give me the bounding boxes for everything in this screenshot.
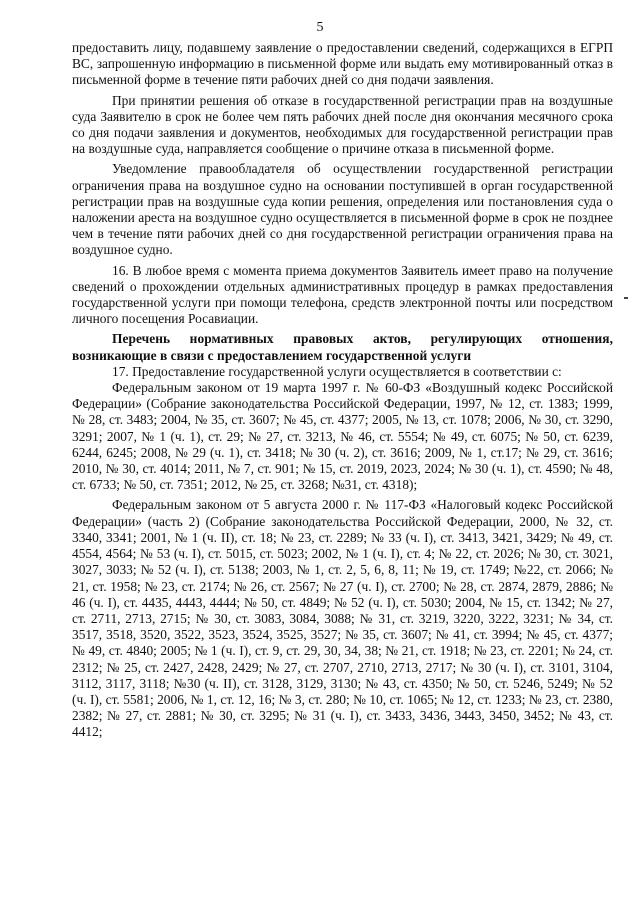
paragraph-egrp-response: предоставить лицу, подавшему заявление о предоставлении сведений, содержащихся в ЕГРП ВС, запрошенную информацию в письменной форме или выдать ему мотивированный отказ в письменной форме в течение пяти рабочих дней со дня подачи заявления. [72, 40, 613, 88]
paragraph-air-code-law: Федеральным законом от 19 марта 1997 г. № 60-ФЗ «Воздушный кодекс Российской Федерации» (Собрание законодательства Российской Федерации, 1997, № 12, ст. 1383; 1999, № 28, ст. 3483; 2004, № 35, ст. 3607; № 45, ст. 4377; 2005, № 13, ст. 1078; 2006, № 30, ст. 3290, 3291; 2007, № 1 (ч. 1), ст. 29; № 27, ст. 3213, № 46, ст. 5554; № 49, ст. 6075; № 50, ст. 6239, 6244, 6245; 2008, № 29 (ч. 1), ст. 3418; № 30 (ч. 2), ст. 3616; 2009, № 1, ст.17; № 29, ст. 3616; 2010, № 30, ст. 4014; 2011, № 7, ст. 901; № 15, ст. 2019, 2023, 2024; № 30 (ч. 1), ст. 4590; № 48, ст. 6733; № 50, ст. 7351; 2012, № 25, ст. 3268; №31, ст. 4318); [72, 380, 613, 493]
section-heading: Перечень нормативных правовых актов, регулирующих отношения, возникающие в связи с предоставлением государственной услуги [72, 331, 613, 363]
paragraph-refusal-notice: При принятии решения об отказе в государственной регистрации прав на воздушные суда Заявителю в срок не более чем пять рабочих дней после дня окончания месячного срока со дня подачи заявления и документов, необходимых для государственной регистрации прав на воздушные суда, направляется сообщение о причине отказа в письменной форме. [72, 92, 613, 157]
document-body [72, 40, 613, 745]
margin-mark [624, 297, 628, 299]
paragraph-item-16: 16. В любое время с момента приема документов Заявитель имеет право на получение сведений о прохождении отдельных административных процедур в рамках предоставления государственной услуги при помощи телефона, средств электронной почты или посредством личного посещения Росавиации. [72, 262, 613, 327]
paragraph-item-17: 17. Предоставление государственной услуги осуществляется в соответствии с: [112, 363, 562, 379]
paragraph-restriction-notice: Уведомление правообладателя об осуществлении государственной регистрации ограничения права на воздушное судно на основании поступившей в орган государственной регистрации прав на воздушные суда копии решения, определения или постановления суда о наложении ареста на воздушное судно осуществляется в письменной форме в срок не позднее чем в течение пяти рабочих дней со дня государственной регистрации ограничения права на воздушное судно. [72, 161, 613, 258]
paragraph-tax-code-law: Федеральным законом от 5 августа 2000 г. № 117-ФЗ «Налоговый кодекс Российской Федерации» (часть 2) (Собрание законодательства Российской Федерации, 2000, № 32, ст. 3340, 3341; 2001, № 1 (ч. II), ст. 18; № 23, ст. 2289; № 33 (ч. I), ст. 3413, 3421, 3429; № 49, ст. 4554, 4564; № 53 (ч. I), ст. 5015, ст. 5023; 2002, № 1 (ч. I), ст. 4; № 22, ст. 2026; № 30, ст. 3021, 3027, 3033; № 52 (ч. I), ст. 5138; 2003, № 1, ст. 2, 5, 6, 8, 11; № 19, ст. 1749; №22, ст. 2066; № 21, ст. 1958; № 23, ст. 2174; № 26, ст. 2567; № 27 (ч. I), ст. 2700; № 28, ст. 2874, 2879, 2886; № 46 (ч. I), ст. 4435, 4443, 4444; № 50, ст. 4849; № 52 (ч. I), ст. 5030; 2004, № 15, ст. 1342; № 27, ст. 2711, 2713, 2715; № 30, ст. 3083, 3084, 3088; № 31, ст. 3219, 3220, 3222, 3231; № 34, ст. 3517, 3518, 3520, 3522, 3523, 3524, 3525, 3527; № 35, ст. 3607; № 41, ст. 3994; № 45, ст. 4377; № 49, ст. 4840; 2005; № 1 (ч. I), ст. 9, ст. 29, 30, 34, 38; № 21, ст. 1918; № 23, ст. 2201; № 24, ст. 2312; № 25, ст. 2427, 2428, 2429; № 27, ст. 2707, 2710, 2713, 2717; № 30 (ч. I), ст. 3101, 3104, 3112, 3117, 3118; №30 (ч. II), ст. 3128, 3129, 3130; № 43, ст. 4350; № 50, ст. 5246, 5249; № 52 (ч. I), ст. 5581; 2006, № 1, ст. 12, 16; № 3, ст. 280; № 10, ст. 1065; № 12, ст. 1233; № 23, ст. 2380, 2382; № 27, ст. 2881; № 30, ст. 3295; № 31 (ч. I), ст. 3433, 3436, 3443, 3450, 3452; № 43, ст. 4412; [72, 497, 613, 740]
page-number: 5 [316, 20, 324, 35]
